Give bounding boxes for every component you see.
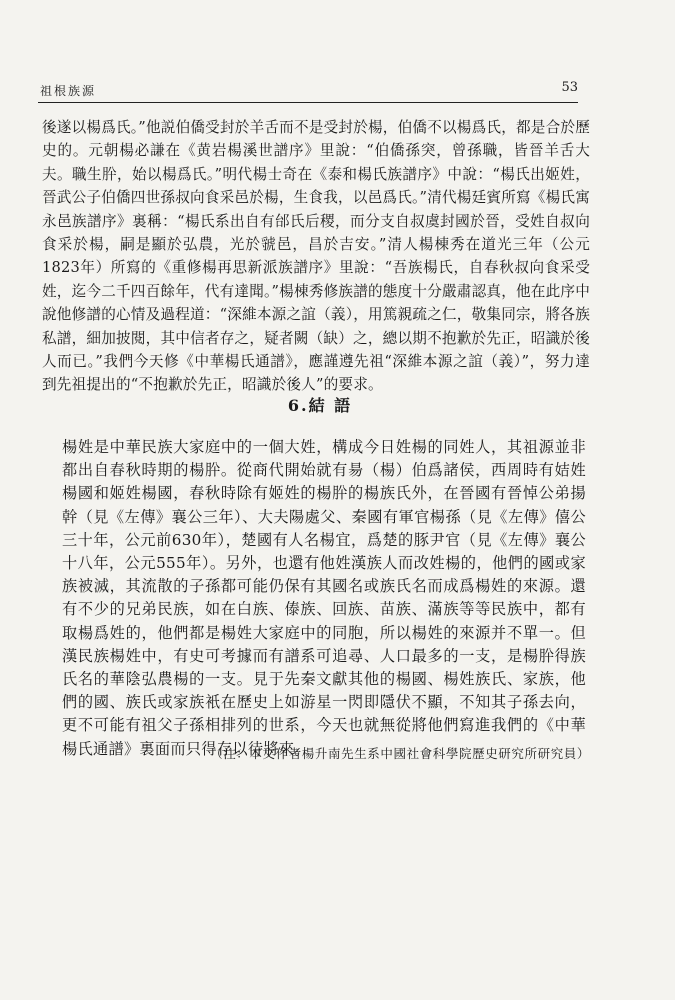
body-paragraph-1: 後遂以楊爲氏。”他説伯僑受封於羊舌而不是受封於楊，伯僑不以楊爲氏，都是合於歷史的。元朝楊必謙在《黄岩楊溪世譜序》里說：“伯僑孫突，曾孫職，皆晉羊舌大夫。職生肸，始以楊爲氏。”明代楊士奇在《泰和楊氏族譜序》中說：“楊氏出姬姓，晉武公子伯僑四世孫叔向食采邑於楊，生食我，以邑爲氏。”清代楊廷賓所寫《楊氏寓永邑族譜序》裏稱：“楊氏系出自有邰氏后稷，而分支自叔虞封國於晉，受姓自叔向食采於楊，嗣是顯於弘農，光於虢邑，昌於吉安。”清人楊棟秀在道光三年（公元1823年）所寫的《重修楊再思新派族譜序》里說：“吾族楊氏，自春秋叔向食采受姓，迄今二千四百餘年，代有達聞。”楊棟秀修族譜的態度十分嚴肅認真，他在此序中說他修譜的心情及過程道：“深維本源之誼（義），用篤親疏之仁，敬集同宗，將各族私譜，細加披閱，其中信者存之，疑者闕（缺）之，總以期不抱歉於先正，昭識於後人而已。”我們今天修《中華楊氏通譜》，應謹遵先祖“深維本源之誼（義）”，努力達到先祖提出的“不抱歉於先正，昭識於後人”的要求。 xyxy=(42,119,590,394)
body-paragraph-2: 楊姓是中華民族大家庭中的一個大姓，構成今日姓楊的同姓人，其祖源並非都出自春秋時期的楊肸。從商代開始就有昜（楊）伯爲諸侯，西周時有姞姓楊國和姬姓楊國，春秋時除有姬姓的楊肸的楊族氏外，在晉國有晉悼公弟揚幹（見《左傳》襄公三年）、大夫陽處父、秦國有軍官楊孫（見《左傳》僖公三十年，公元前630年），楚國有人名楊宜，爲楚的豚尹官（見《左傳》襄公十八年，公元555年）。另外，也還有他姓漢族人而改姓楊的，他們的國或家族被滅，其流散的子孫都可能仍保有其國名或族氏名而成爲楊姓的來源。還有不少的兄弟民族，如在白族、傣族、回族、苗族、滿族等等民族中，都有取楊爲姓的，他們都是楊姓大家庭中的同胞，所以楊姓的來源并不單一。但漢民族楊姓中，有史可考據而有譜系可追尋、人口最多的一支，是楊肸得族氏名的華陰弘農楊的一支。見于先秦文獻其他的楊國、楊姓族氏、家族，他們的國、族氏或家族衹在歷史上如游星一閃即隱伏不顯，不知其子孫去向，更不可能有祖父子孫相排列的世系，今天也就無從將他們寫進我們的《中華楊氏通譜》裏面而只得存以待將來。 xyxy=(62,438,586,758)
author-note: （注：本文作者楊升南先生系中國社會科學院歷史研究所研究員） xyxy=(210,746,590,761)
header-section-title: 祖根族源 xyxy=(40,84,97,98)
page-number: 53 xyxy=(561,80,578,95)
running-header xyxy=(38,80,578,103)
section-heading: 6.結 語 xyxy=(287,396,353,415)
